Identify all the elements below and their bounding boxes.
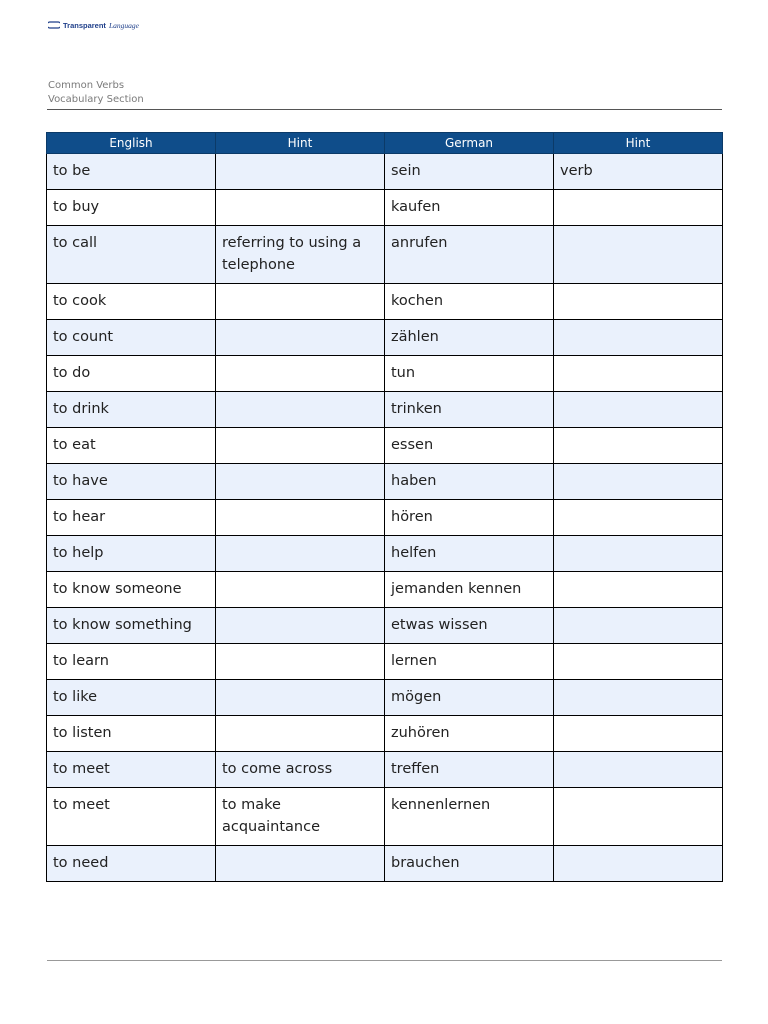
table-row [47,284,723,320]
cell-german: haben [385,464,554,500]
cell-english: to call [47,226,216,284]
column-header-hint-2: Hint [554,133,723,154]
cell-hint-2 [554,464,723,500]
column-header-hint: Hint [216,133,385,154]
cell-hint [216,320,385,356]
cell-hint [216,608,385,644]
cell-english: to eat [47,428,216,464]
cell-german: trinken [385,392,554,428]
cell-english: to buy [47,190,216,226]
cell-hint [216,190,385,226]
cell-hint [216,536,385,572]
logo-brand-text: Transparent [63,20,106,30]
cell-german: jemanden kennen [385,572,554,608]
cell-english: to like [47,680,216,716]
vocabulary-table [46,132,723,882]
cell-german: lernen [385,644,554,680]
cell-hint [216,392,385,428]
cell-german: zuhören [385,716,554,752]
document-header [48,79,144,107]
table-row [47,536,723,572]
cell-hint [216,284,385,320]
cell-hint-2 [554,572,723,608]
cell-english: to help [47,536,216,572]
table-row [47,320,723,356]
cell-hint: to make acquaintance [216,788,385,846]
table-row [47,716,723,752]
cell-hint [216,154,385,190]
table-row [47,644,723,680]
table-row [47,226,723,284]
table-row [47,356,723,392]
cell-german: kochen [385,284,554,320]
cell-hint-2 [554,846,723,882]
cell-english: to know something [47,608,216,644]
cell-english: to be [47,154,216,190]
table-row [47,154,723,190]
cell-hint [216,716,385,752]
cell-english: to need [47,846,216,882]
table-row [47,572,723,608]
cell-german: kaufen [385,190,554,226]
cell-german: helfen [385,536,554,572]
cell-hint-2 [554,608,723,644]
cell-german: kennenlernen [385,788,554,846]
cell-english: to know someone [47,572,216,608]
cell-german: sein [385,154,554,190]
cell-hint [216,644,385,680]
cell-german: treffen [385,752,554,788]
table-header-row [47,133,723,154]
cell-hint-2 [554,284,723,320]
table-row [47,392,723,428]
table-row [47,608,723,644]
cell-english: to count [47,320,216,356]
column-header-english: English [47,133,216,154]
cell-hint-2 [554,356,723,392]
cell-german: brauchen [385,846,554,882]
cell-hint: to come across [216,752,385,788]
footer-divider [47,960,722,961]
table-row [47,846,723,882]
cell-hint [216,464,385,500]
cell-english: to listen [47,716,216,752]
cell-hint-2 [554,644,723,680]
cell-hint [216,572,385,608]
cell-english: to do [47,356,216,392]
table-row [47,788,723,846]
cell-hint-2 [554,320,723,356]
cell-english: to hear [47,500,216,536]
cell-german: anrufen [385,226,554,284]
cell-hint [216,356,385,392]
cell-hint [216,428,385,464]
brand-logo [48,19,139,31]
document-subtitle: Vocabulary Section [48,94,144,105]
cell-hint [216,500,385,536]
cell-english: to meet [47,788,216,846]
cell-english: to meet [47,752,216,788]
cell-hint-2 [554,680,723,716]
cell-hint-2 [554,190,723,226]
table-row [47,752,723,788]
cell-hint [216,680,385,716]
cell-english: to learn [47,644,216,680]
table-row [47,500,723,536]
cell-hint-2: verb [554,154,723,190]
table-row [47,190,723,226]
cell-hint-2 [554,500,723,536]
cell-german: hören [385,500,554,536]
cell-english: to drink [47,392,216,428]
cell-hint-2 [554,226,723,284]
column-header-german: German [385,133,554,154]
cell-german: etwas wissen [385,608,554,644]
cell-english: to cook [47,284,216,320]
cell-english: to have [47,464,216,500]
logo-sub-text: Language [108,20,139,30]
table-row [47,464,723,500]
table-row [47,680,723,716]
cell-hint-2 [554,752,723,788]
document-title: Common Verbs [48,80,125,91]
logo-mark-icon [48,21,60,29]
cell-hint-2 [554,536,723,572]
cell-hint-2 [554,788,723,846]
cell-german: essen [385,428,554,464]
cell-german: mögen [385,680,554,716]
cell-hint-2 [554,716,723,752]
cell-german: tun [385,356,554,392]
cell-hint-2 [554,428,723,464]
cell-hint-2 [554,392,723,428]
table-row [47,428,723,464]
cell-hint: referring to using a telephone [216,226,385,284]
cell-hint [216,846,385,882]
header-divider [47,109,722,110]
cell-german: zählen [385,320,554,356]
table-body [47,154,723,882]
